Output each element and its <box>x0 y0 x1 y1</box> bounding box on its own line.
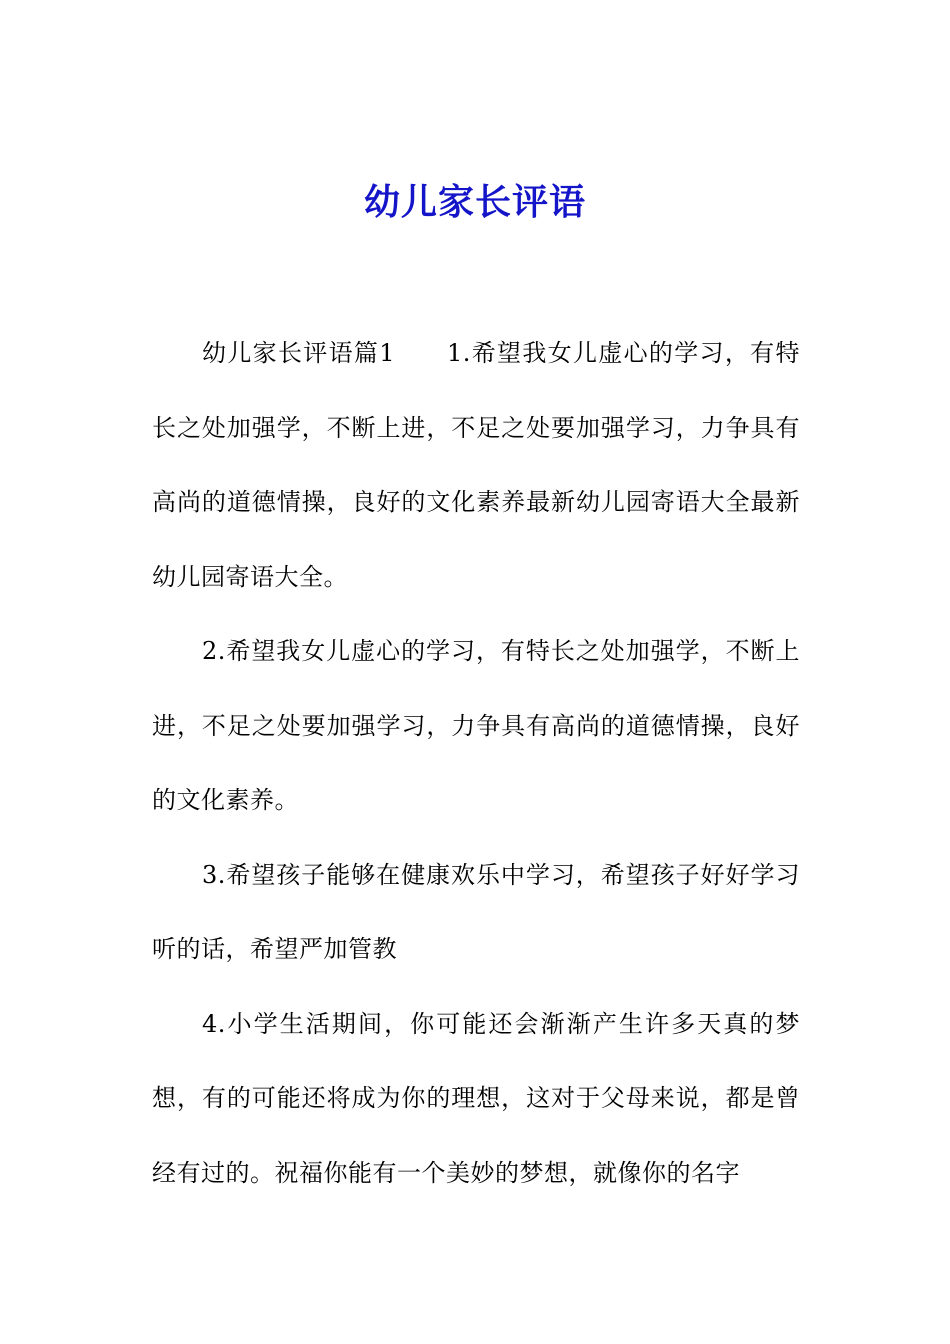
paragraph-2: 2.希望我女儿虚心的学习，有特长之处加强学，不断上进，不足之处要加强学习，力争具有高尚的道德情操，良好的文化素养。 <box>152 637 800 814</box>
paragraph-3: 3.希望孩子能够在健康欢乐中学习，希望孩子好好学习听的话，希望严加管教 <box>152 860 800 963</box>
document-title: 幼儿家长评语 <box>363 181 586 223</box>
section-heading: 幼儿家长评语篇1 <box>202 339 395 367</box>
document-body <box>152 316 800 1210</box>
paragraph-4: 4.小学生活期间，你可能还会渐渐产生许多天真的梦想，有的可能还将成为你的理想，这对于父母来说，都是曾经有过的。祝福你能有一个美妙的梦想，就像你的名字 <box>152 1009 800 1187</box>
paragraph-1 <box>152 316 800 614</box>
paragraph-1-text: 1.希望我女儿虚心的学习，有特长之处加强学，不断上进，不足之处要加强学习，力争具有高尚的道德情操，良好的文化素养最新幼儿园寄语大全最新幼儿园寄语大全。 <box>152 339 800 591</box>
